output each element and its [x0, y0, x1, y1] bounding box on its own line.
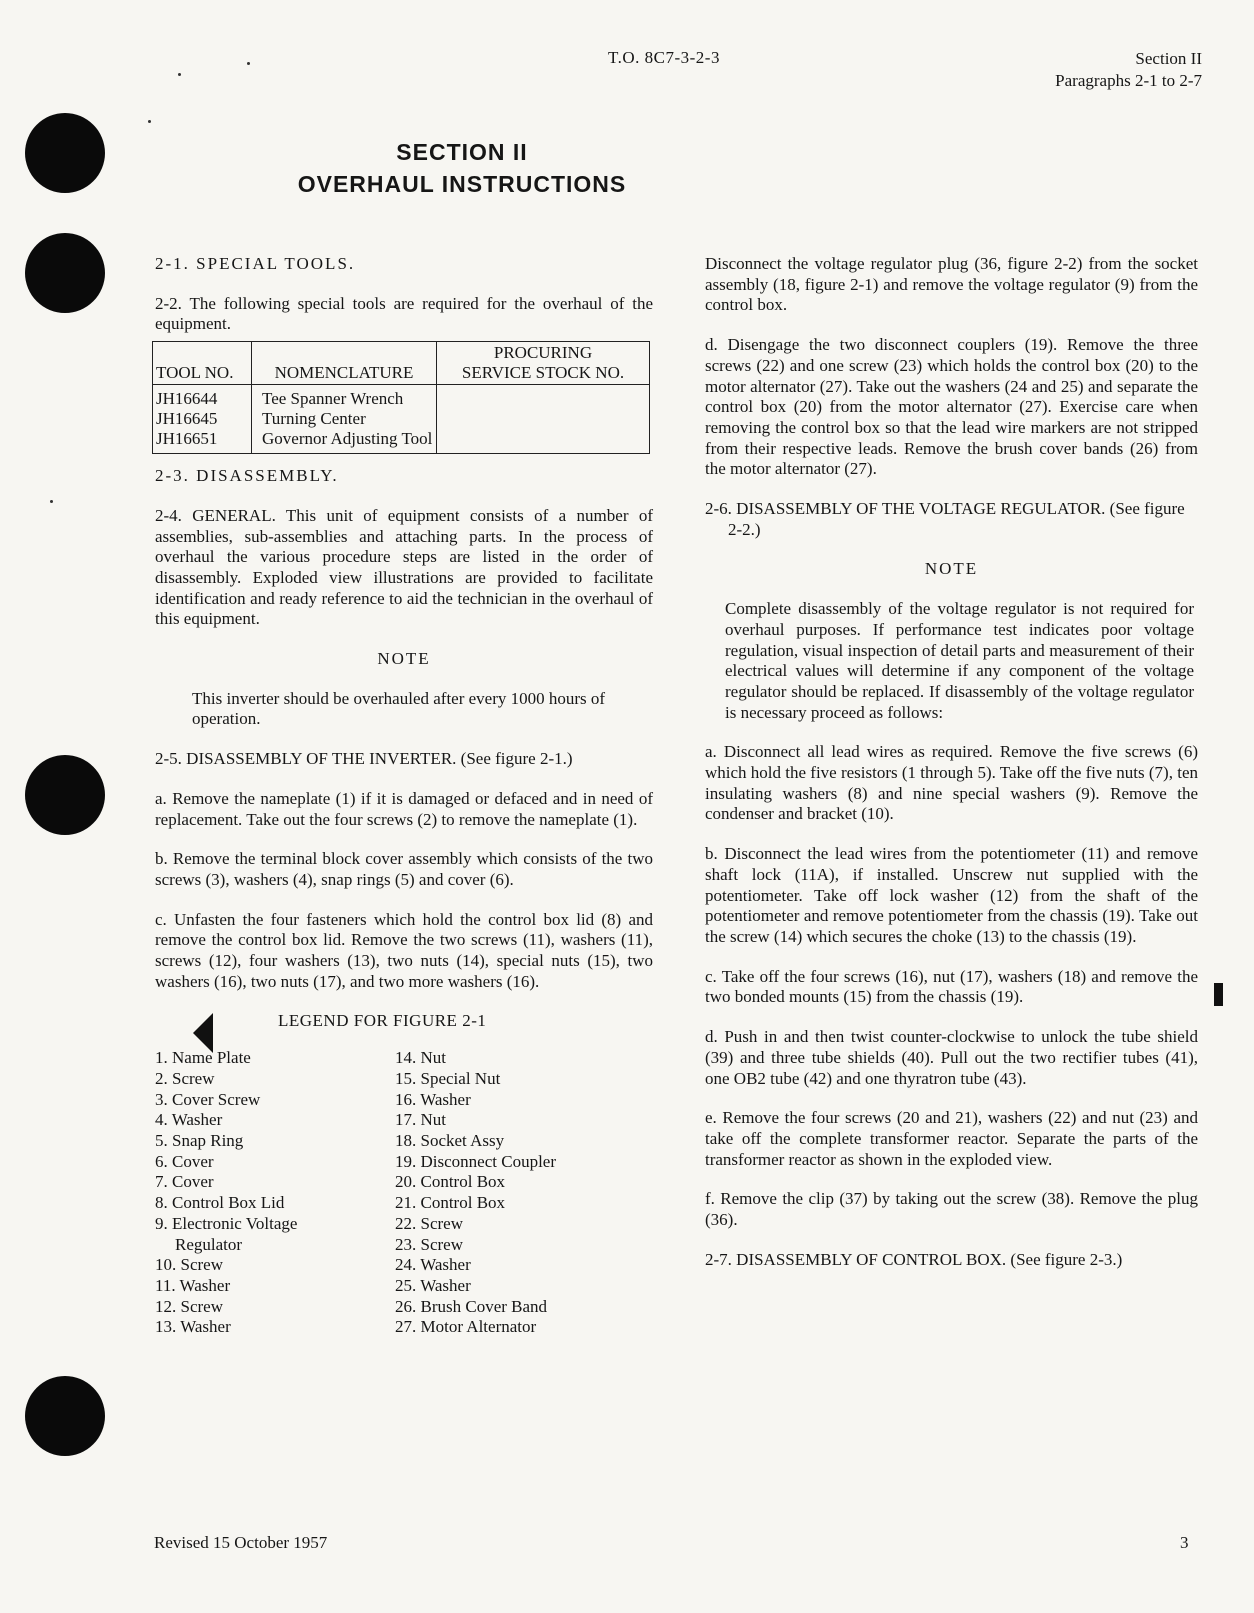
note-title: NOTE: [924, 559, 979, 579]
tool-numbers-cell: [153, 385, 252, 454]
paragraph-2-4: 2-4. GENERAL. This unit of equipment consists of a number of assemblies, sub-assemblies and attaching parts. In the process of overhaul the various procedure steps are listed in the order of disassembly. Exploded view illustrations are provided to facilitate identification and ready reference to aid the technician in the overhaul of this equipment.: [155, 505, 653, 629]
note-title: NOTE: [377, 649, 431, 669]
revision-bar: [1214, 983, 1223, 1006]
legend-title: LEGEND FOR FIGURE 2-1: [278, 1011, 487, 1031]
legend-item: 16. Washer: [395, 1089, 471, 1109]
header-procuring-line2: SERVICE STOCK NO.: [461, 363, 625, 383]
paragraph-2-2: 2-2. The following special tools are required for the overhaul of the equipment.: [155, 293, 653, 334]
tool-no: JH16645: [156, 409, 218, 429]
stock-number-cell: [437, 385, 650, 454]
heading-special-tools: 2-1. SPECIAL TOOLS.: [155, 254, 356, 273]
header-procuring: [437, 342, 650, 385]
legend-item: 24. Washer: [395, 1255, 471, 1275]
legend-item: 9. Electronic Voltage: [155, 1213, 298, 1233]
revision-date: Revised 15 October 1957: [154, 1533, 328, 1552]
legend-item: 19. Disconnect Coupler: [395, 1151, 556, 1171]
note-body: Complete disassembly of the voltage regulator is not required for overhaul purposes. If performance test indicates poor voltage regulation, visual inspection of detail parts and measurement of their electrical values will determine if any component of the voltage regulator should be replaced. If disassembly of the voltage regulator is necessary proceed as follows:: [725, 599, 1194, 722]
note-body: This inverter should be overhauled after every 1000 hours of operation.: [192, 688, 606, 729]
step-d: d. Disengage the two disconnect couplers (19). Remove the three screws (22) and one screw (23) which holds the control box (20) to the motor alternator (27). Take out the washers (24 and 25) and separate the control box (20) from the motor alternator (27). Exercise care when removing the control box so that the lead wire markers are not stripped from their respective leads. Remove the brush cover bands (26) from the motor alternator (27).: [705, 335, 1198, 479]
speck: [178, 73, 181, 76]
legend-item: 15. Special Nut: [395, 1068, 501, 1088]
special-tools-table: [152, 341, 650, 454]
paragraph-2-5: 2-5. DISASSEMBLY OF THE INVERTER. (See figure 2-1.): [155, 749, 573, 769]
section-reference: [1055, 48, 1202, 92]
page-number: 3: [1180, 1533, 1189, 1552]
header-nomenclature: NOMENCLATURE: [252, 342, 437, 385]
legend-item: 26. Brush Cover Band: [395, 1296, 548, 1316]
header-tool-no: TOOL NO.: [153, 342, 252, 385]
step-d: d. Push in and then twist counter-clockwise to unlock the tube shield (39) and three tube shields (40). Pull out the two rectifier tubes (41), one OB2 tube (42) and one thyratron tube (43).: [705, 1027, 1198, 1088]
step-c: c. Unfasten the four fasteners which hold the control box lid (8) and remove the control box lid. Remove the two screws (11), washers (11), screws (12), four washers (13), two nuts (14), special nuts (15), two washers (16), two nuts (17), and two more washers (16).: [155, 909, 653, 991]
tool-no: JH16644: [156, 389, 218, 409]
legend-item: 17. Nut: [395, 1110, 446, 1130]
step-a: a. Remove the nameplate (1) if it is damaged or defaced and in need of replacement. Take out the four screws (2) to remove the nameplate (1).: [155, 788, 653, 829]
step-a: a. Disconnect all lead wires as required. Remove the five screws (6) which hold the five resistors (1 through 5). Take off the five nuts (7), ten insulating washers (8) and nine special washers (9). Remove the condenser and bracket (10).: [705, 742, 1198, 824]
legend-item: 8. Control Box Lid: [155, 1193, 285, 1213]
step-c: c. Take off the four screws (16), nut (17), washers (18) and remove the two bonded mounts (15) from the chassis (19).: [705, 966, 1198, 1007]
title-line-1: SECTION II: [396, 139, 528, 165]
paragraph-2-7: 2-7. DISASSEMBLY OF CONTROL BOX. (See figure 2-3.): [705, 1249, 1123, 1269]
binder-hole-bottom: [25, 1376, 105, 1456]
section-label: Section II: [1135, 49, 1202, 68]
continued-text: Disconnect the voltage regulator plug (36, figure 2-2) from the socket assembly (18, figure 2-1) and remove the voltage regulator (9) from the control box.: [705, 254, 1198, 315]
arrow-left-icon: [193, 1013, 213, 1053]
legend-item: 7. Cover: [155, 1172, 214, 1192]
legend-item: 23. Screw: [395, 1234, 463, 1254]
legend-column-2: [395, 1048, 635, 1338]
binder-hole-middle: [25, 755, 105, 835]
step-b: b. Remove the terminal block cover assembly which consists of the two screws (3), washers (4), snap rings (5) and cover (6).: [155, 849, 653, 889]
table-body-row: [153, 385, 650, 454]
legend-item: 3. Cover Screw: [155, 1089, 261, 1109]
legend-item: 5. Snap Ring: [155, 1130, 244, 1150]
legend-item: 2. Screw: [155, 1068, 215, 1088]
header-procuring-line1: PROCURING: [493, 343, 593, 363]
legend-column-1: [155, 1048, 395, 1338]
legend-item: 21. Control Box: [395, 1193, 506, 1213]
legend-item: 27. Motor Alternator: [395, 1317, 537, 1337]
left-column: [155, 254, 653, 1338]
legend-columns: [155, 1048, 653, 1338]
legend-item: Regulator: [175, 1234, 243, 1254]
tool-name: Tee Spanner Wrench: [262, 389, 404, 409]
legend-item: 25. Washer: [395, 1275, 471, 1295]
speck: [148, 120, 151, 123]
step-f: f. Remove the clip (37) by taking out the screw (38). Remove the plug (36).: [705, 1189, 1198, 1230]
table-header-row: [153, 342, 650, 385]
technical-order-number: T.O. 8C7-3-2-3: [608, 48, 720, 67]
legend-item: 4. Washer: [155, 1110, 223, 1130]
right-column: [705, 254, 1198, 1289]
step-e: e. Remove the four screws (20 and 21), washers (22) and nut (23) and take off the complete transformer reactor. Separate the parts of the transformer reactor as shown in the exploded view.: [705, 1108, 1198, 1169]
legend-item: 22. Screw: [395, 1213, 463, 1233]
step-b: b. Disconnect the lead wires from the potentiometer (11) and remove shaft lock (11A), if installed. Unscrew nut supplied with the potentiometer. Take off lock washer (12) from the shaft of the potentiometer and remove potentiometer from the chassis (19). Take out the screw (14) which secures the choke (13) to the chassis (19).: [705, 844, 1198, 946]
binder-hole-upper: [25, 233, 105, 313]
tool-name: Governor Adjusting Tool: [262, 429, 433, 449]
tool-no: JH16651: [156, 429, 218, 449]
title-line-2: OVERHAUL INSTRUCTIONS: [297, 171, 627, 197]
speck: [50, 500, 53, 503]
tool-name: Turning Center: [262, 409, 366, 429]
paragraph-2-6: 2-6. DISASSEMBLY OF THE VOLTAGE REGULATOR. (See figure 2-2.): [705, 499, 1185, 539]
legend-item: 20. Control Box: [395, 1172, 506, 1192]
legend-item: 13. Washer: [155, 1317, 231, 1337]
nomenclature-cell: [252, 385, 437, 454]
legend-item: 14. Nut: [395, 1048, 446, 1068]
legend-item: 18. Socket Assy: [395, 1130, 505, 1150]
legend-item: 11. Washer: [155, 1275, 231, 1295]
legend-item: 1. Name Plate: [155, 1048, 251, 1068]
legend-item: 10. Screw: [155, 1255, 223, 1275]
page-title: [0, 136, 1254, 200]
legend-item: 6. Cover: [155, 1151, 214, 1171]
figure-legend: [155, 1011, 653, 1338]
legend-item: 12. Screw: [155, 1296, 223, 1316]
speck: [247, 62, 250, 65]
heading-disassembly: 2-3. DISASSEMBLY.: [155, 466, 339, 486]
paragraph-range: Paragraphs 2-1 to 2-7: [1055, 71, 1202, 90]
